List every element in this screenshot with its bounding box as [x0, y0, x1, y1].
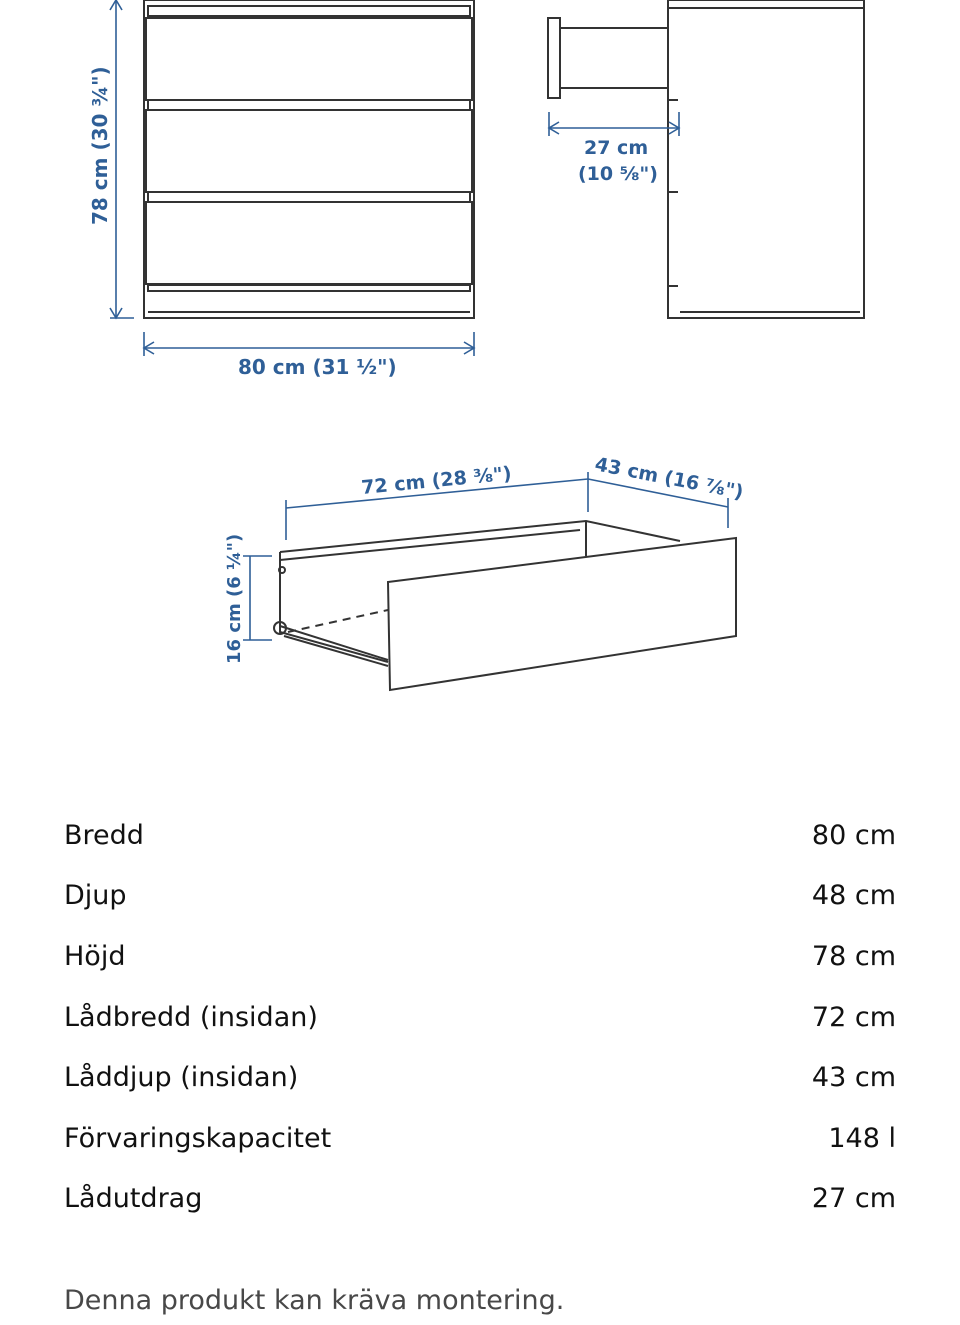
assembly-note: Denna produkt kan kräva montering.: [64, 1285, 565, 1316]
drawer-height-dimension: [243, 556, 272, 640]
spec-value: 48 cm: [811, 880, 896, 912]
spec-label: Lådutdrag: [64, 1183, 203, 1215]
spec-row-depth: [64, 866, 896, 927]
specifications-list: [64, 805, 896, 1229]
spec-row-drawer-depth: [64, 1047, 896, 1108]
spec-value: 148 l: [828, 1122, 896, 1154]
spec-value: 72 cm: [811, 1001, 896, 1033]
spec-label: Förvaringskapacitet: [64, 1122, 332, 1154]
spec-value: 27 cm: [811, 1183, 896, 1215]
spec-row-width: [64, 805, 896, 866]
extension-label-cm: 27 cm: [584, 137, 649, 159]
spec-row-drawer-width: [64, 987, 896, 1048]
drawer-width-label: 72 cm (28 ⅜"): [360, 462, 513, 499]
drawer-height-label: 16 cm (6 ¼"): [224, 533, 245, 664]
spec-label: Höjd: [64, 940, 126, 972]
spec-value: 78 cm: [811, 940, 896, 972]
spec-label: Bredd: [64, 819, 144, 851]
width-dimension: [144, 332, 474, 356]
spec-label: Lådbredd (insidan): [64, 1001, 318, 1033]
spec-row-storage-capacity: [64, 1108, 896, 1169]
side-view: [548, 0, 864, 318]
spec-row-drawer-extension: [64, 1169, 896, 1230]
spec-label: Låddjup (insidan): [64, 1062, 299, 1094]
extension-dimension: [549, 112, 679, 136]
front-view: [144, 0, 474, 318]
height-label: 78 cm (30 ¾"): [88, 66, 112, 225]
extension-label-in: (10 ⅝"): [578, 163, 658, 185]
spec-value: 43 cm: [811, 1062, 896, 1094]
drawer-iso-view: [274, 521, 736, 690]
spec-row-height: [64, 926, 896, 987]
height-dimension: [110, 0, 134, 318]
spec-value: 80 cm: [811, 819, 896, 851]
width-label: 80 cm (31 ½"): [238, 355, 397, 379]
drawer-depth-label: 43 cm (16 ⅞"): [593, 453, 746, 504]
spec-label: Djup: [64, 880, 127, 912]
